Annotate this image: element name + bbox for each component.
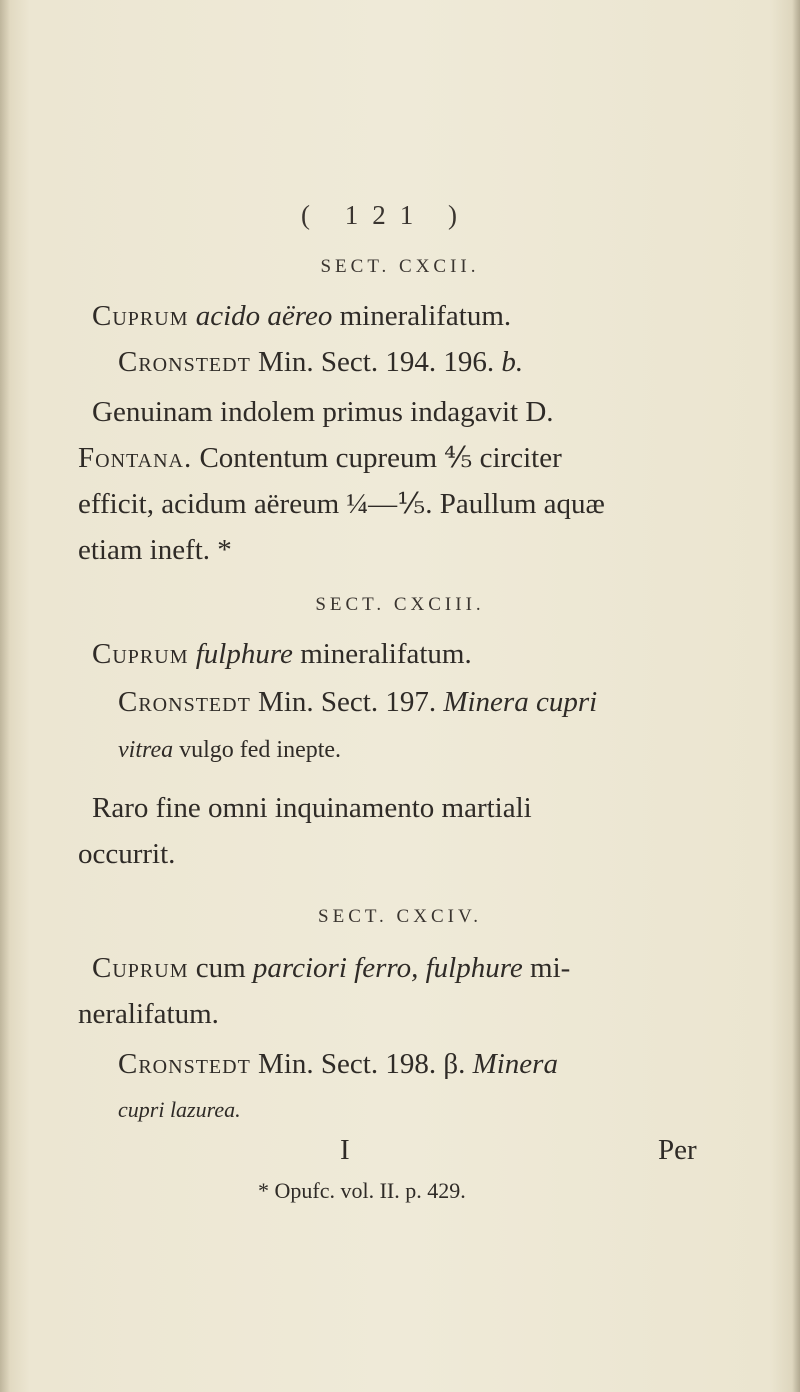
- section-heading-cxciii: SECT. CXCIII.: [315, 594, 485, 615]
- signature-mark: I: [340, 1134, 350, 1166]
- text-line: Raro fine omni inquinamento martiali: [92, 792, 532, 824]
- text-line: etiam ineft. *: [78, 534, 232, 566]
- section-heading-cxciv: SECT. CXCIV.: [318, 906, 482, 927]
- text-line: Cuprum acido aëreo mineralifatum.: [92, 300, 512, 332]
- text-line: Genuinam indolem primus indagavit D.: [92, 396, 554, 428]
- text-line: efficit, acidum aëreum ¼—⅕. Paullum aquæ: [78, 488, 605, 520]
- footnote: * Opufc. vol. II. p. 429.: [258, 1178, 466, 1203]
- catchword: Per: [658, 1134, 697, 1166]
- text-line: Cronstedt Min. Sect. 197. Minera cupri: [118, 686, 598, 718]
- text-line: Cuprum fulphure mineralifatum.: [92, 638, 472, 670]
- text-line: Fontana. Contentum cupreum ⅘ circiter: [78, 442, 562, 474]
- page-number: ( 121 ): [301, 200, 471, 230]
- section-heading-cxcii: SECT. CXCII.: [320, 256, 480, 277]
- text-line: cupri lazurea.: [118, 1097, 241, 1122]
- page-right-shadow: [792, 0, 800, 1392]
- text-line: Cuprum cum parciori ferro, fulphure mi-: [92, 952, 571, 984]
- text-line: vitrea vulgo fed inepte.: [118, 737, 342, 763]
- text-line: occurrit.: [78, 838, 176, 870]
- text-line: Cronstedt Min. Sect. 194. 196. b.: [118, 346, 524, 378]
- text-line: Cronstedt Min. Sect. 198. β. Minera: [118, 1048, 558, 1080]
- text-line: neralifatum.: [78, 998, 219, 1030]
